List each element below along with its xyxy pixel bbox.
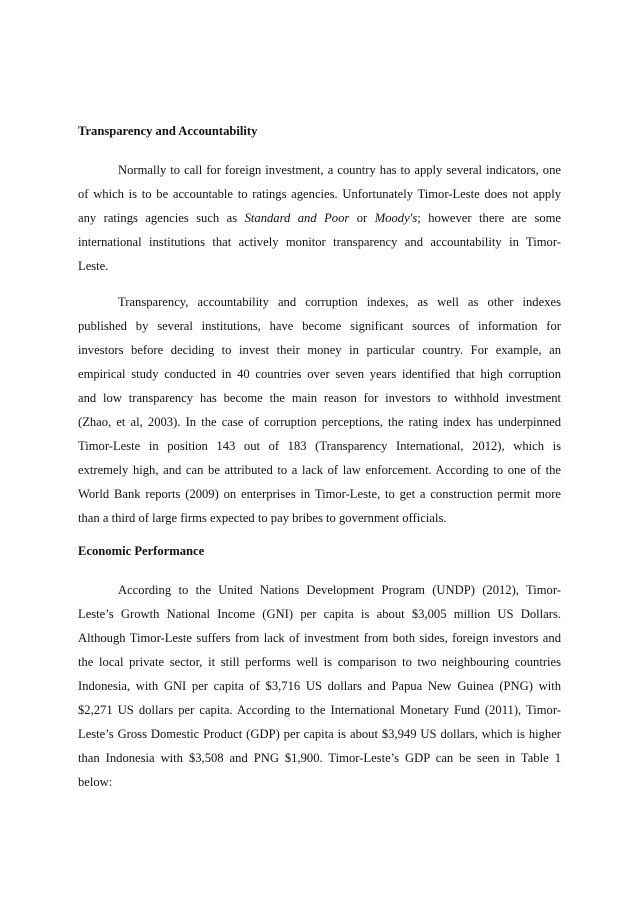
paragraph-line: World Bank reports (2009) on enterprises in Timor-Leste, to get a construction permit more <box>78 487 561 501</box>
paragraph-line: Normally to call for foreign investment, a country has to apply several indicators, one <box>118 163 561 177</box>
paragraph-line: published by several institutions, have become significant sources of information for <box>78 319 561 333</box>
paragraph-line: and low transparency has become the main reason for investors to withhold investment <box>78 391 561 405</box>
paragraph-line: Leste’s Gross Domestic Product (GDP) per capita is about $3,949 US dollars, which is higher <box>78 727 561 741</box>
paragraph-line: investors before deciding to invest their money in particular country. For example, an <box>78 343 561 357</box>
paragraph-line: Although Timor-Leste suffers from lack of investment from both sides, foreign investors and <box>78 631 561 645</box>
text-run: ; however there are some <box>417 211 562 225</box>
paragraph-transparency-intro <box>78 158 561 278</box>
paragraph-line: Timor-Leste in position 143 out of 183 (Transparency International, 2012), which is <box>78 439 561 453</box>
paragraph-line: international institutions that actively monitor transparency and accountability in Timor- <box>78 235 561 249</box>
paragraph-line: Leste’s Growth National Income (GNI) per capita is about $3,005 million US Dollars. <box>78 607 561 621</box>
paragraph-line: of which is to be accountable to ratings agencies. Unfortunately Timor-Leste does not apply <box>78 187 561 201</box>
italic-standard-and-poor: Standard and Poor <box>244 211 350 225</box>
paragraph-economic-performance <box>78 578 561 794</box>
text-run: or <box>356 211 368 225</box>
paragraph-transparency-indexes <box>78 290 561 530</box>
paragraph-line: the local private sector, it still performs well is comparison to two neighbouring countries <box>78 655 561 669</box>
paragraph-line <box>78 206 561 230</box>
paragraph-line: empirical study conducted in 40 countries over seven years identified that high corruption <box>78 367 561 381</box>
paragraph-line: than a third of large firms expected to pay bribes to government officials. <box>78 511 447 525</box>
paragraph-line: $2,271 US dollars per capita. According to the International Monetary Fund (2011), Timor- <box>78 703 561 717</box>
paragraph-line: Transparency, accountability and corruption indexes, as well as other indexes <box>118 295 561 309</box>
paragraph-line: extremely high, and can be attributed to a lack of law enforcement. According to one of the <box>78 463 561 477</box>
paragraph-line: below: <box>78 775 113 789</box>
paragraph-line: than Indonesia with $3,508 and PNG $1,900. Timor-Leste’s GDP can be seen in Table 1 <box>78 751 561 765</box>
text-run: any ratings agencies such as <box>78 211 238 225</box>
paragraph-line: Indonesia, with GNI per capita of $3,716 US dollars and Papua New Guinea (PNG) with <box>78 679 561 693</box>
paragraph-line: According to the United Nations Development Program (UNDP) (2012), Timor- <box>118 583 561 597</box>
heading-transparency: Transparency and Accountability <box>78 124 258 138</box>
paragraph-line: (Zhao, et al, 2003). In the case of corruption perceptions, the rating index has underpinned <box>78 415 561 429</box>
heading-economic-performance: Economic Performance <box>78 544 205 558</box>
paragraph-line: Leste. <box>78 259 109 273</box>
italic-moodys: Moody's <box>374 211 418 225</box>
